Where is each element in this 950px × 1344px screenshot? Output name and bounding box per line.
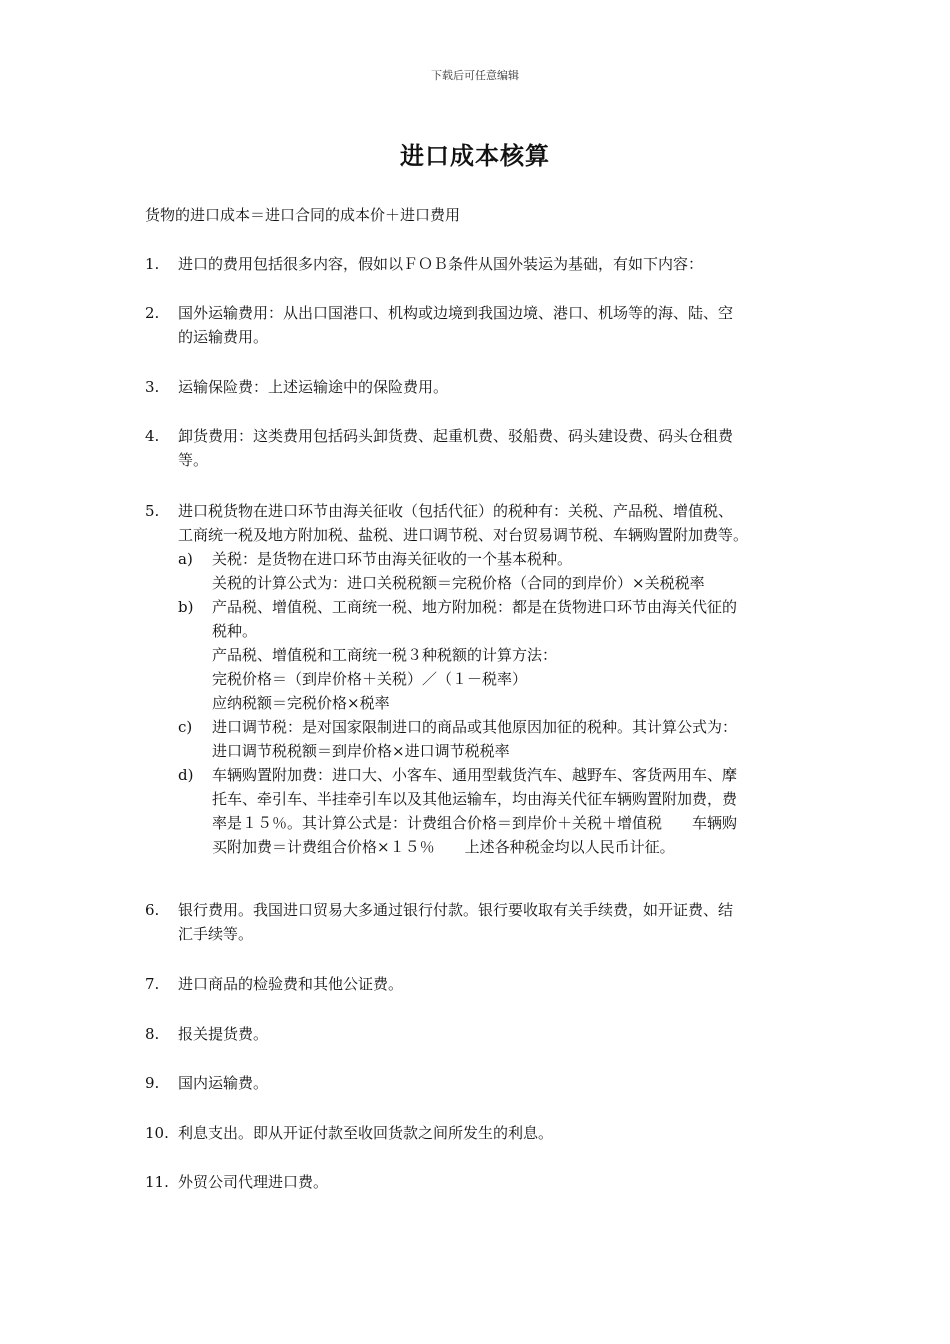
list-item-3 — [145, 375, 810, 399]
document-title: 进口成本核算 — [400, 141, 550, 170]
intro-paragraph: 货物的进口成本＝进口合同的成本价＋进口费用 — [145, 206, 461, 224]
sub-item-number: b) — [178, 598, 194, 616]
sub-item-number: c) — [178, 718, 193, 736]
item-text: 利息支出。即从开证付款至收回货款之间所发生的利息。 — [178, 1124, 554, 1142]
item-text: 报关提货费。 — [178, 1025, 269, 1043]
item-text: 工商统一税及地方附加税、盐税、进口调节税、对台贸易调节税、车辆购置附加费等。 — [178, 526, 749, 544]
sub-item-number: a) — [178, 550, 193, 568]
list-item-10 — [145, 1121, 810, 1145]
item-text: 等。 — [178, 451, 209, 469]
item-number: 4. — [145, 427, 160, 445]
page-header: 下载后可任意编辑 — [431, 69, 519, 82]
item-number: 11. — [145, 1173, 169, 1191]
item-text: 进口商品的检验费和其他公证费。 — [178, 975, 404, 993]
item-number: 10. — [145, 1124, 169, 1142]
item-number: 1. — [145, 255, 160, 273]
sub-item-text: 税种。 — [212, 622, 258, 640]
list-item-5 — [145, 499, 810, 859]
sub-item-text: 产品税、增值税和工商统一税３种税额的计算方法： — [212, 646, 558, 664]
sub-item-text: 关税的计算公式为：进口关税税额＝完税价格（合同的到岸价）×关税税率 — [212, 574, 705, 592]
sub-item-text: 买附加费＝计费组合价格×１５％ 上述各种税金均以人民币计征。 — [212, 838, 675, 856]
sub-item-text: 关税：是货物在进口环节由海关征收的一个基本税种。 — [212, 550, 573, 568]
list-item-8 — [145, 1022, 810, 1046]
list-item-2 — [145, 301, 810, 349]
item-text: 银行费用。我国进口贸易大多通过银行付款。银行要收取有关手续费，如开证费、结 — [178, 901, 734, 919]
list-item-6 — [145, 898, 810, 946]
sub-item-text: 应纳税额＝完税价格×税率 — [212, 694, 390, 712]
item-text: 进口的费用包括很多内容，假如以ＦＯＢ条件从国外装运为基础，有如下内容： — [178, 255, 704, 273]
sub-item-text: 进口调节税：是对国家限制进口的商品或其他原因加征的税种。其计算公式为： — [212, 718, 738, 736]
item-number: 2. — [145, 304, 160, 322]
item-text: 外贸公司代理进口费。 — [178, 1173, 329, 1191]
item-text: 进口税货物在进口环节由海关征收（包括代征）的税种有：关税、产品税、增值税、 — [178, 502, 734, 520]
list-item-7 — [145, 972, 810, 996]
sub-item-d — [178, 763, 810, 859]
item-text: 的运输费用。 — [178, 328, 269, 346]
sub-item-text: 完税价格＝（到岸价格＋关税）／（１－税率） — [212, 670, 528, 688]
list-item-4 — [145, 424, 810, 472]
item-number: 8. — [145, 1025, 160, 1043]
sub-item-c — [178, 715, 810, 763]
item-number: 9. — [145, 1074, 160, 1092]
list-item-11 — [145, 1170, 810, 1194]
item-text: 国外运输费用：从出口国港口、机构或边境到我国边境、港口、机场等的海、陆、空 — [178, 304, 734, 322]
item-number: 5. — [145, 502, 160, 520]
sub-item-a — [178, 547, 810, 595]
sub-item-b — [178, 595, 810, 715]
list-item-1 — [145, 252, 810, 276]
sub-item-text: 产品税、增值税、工商统一税、地方附加税：都是在货物进口环节由海关代征的 — [212, 598, 738, 616]
sub-item-number: d) — [178, 766, 194, 784]
item-number: 6. — [145, 901, 160, 919]
sub-item-text: 托车、牵引车、半挂牵引车以及其他运输车，均由海关代征车辆购置附加费，费 — [212, 790, 738, 808]
item-text: 运输保险费：上述运输途中的保险费用。 — [178, 378, 449, 396]
item-number: 3. — [145, 378, 160, 396]
sub-item-text: 车辆购置附加费：进口大、小客车、通用型载货汽车、越野车、客货两用车、摩 — [212, 766, 738, 784]
item-text: 卸货费用：这类费用包括码头卸货费、起重机费、驳船费、码头建设费、码头仓租费 — [178, 427, 734, 445]
item-text: 国内运输费。 — [178, 1074, 269, 1092]
sub-item-text: 进口调节税税额＝到岸价格×进口调节税税率 — [212, 742, 510, 760]
item-text: 汇手续等。 — [178, 925, 254, 943]
item-number: 7. — [145, 975, 160, 993]
list-item-9 — [145, 1071, 810, 1095]
sub-item-text: 率是１５％。其计算公式是：计费组合价格＝到岸价＋关税＋增值税 车辆购 — [212, 814, 738, 832]
